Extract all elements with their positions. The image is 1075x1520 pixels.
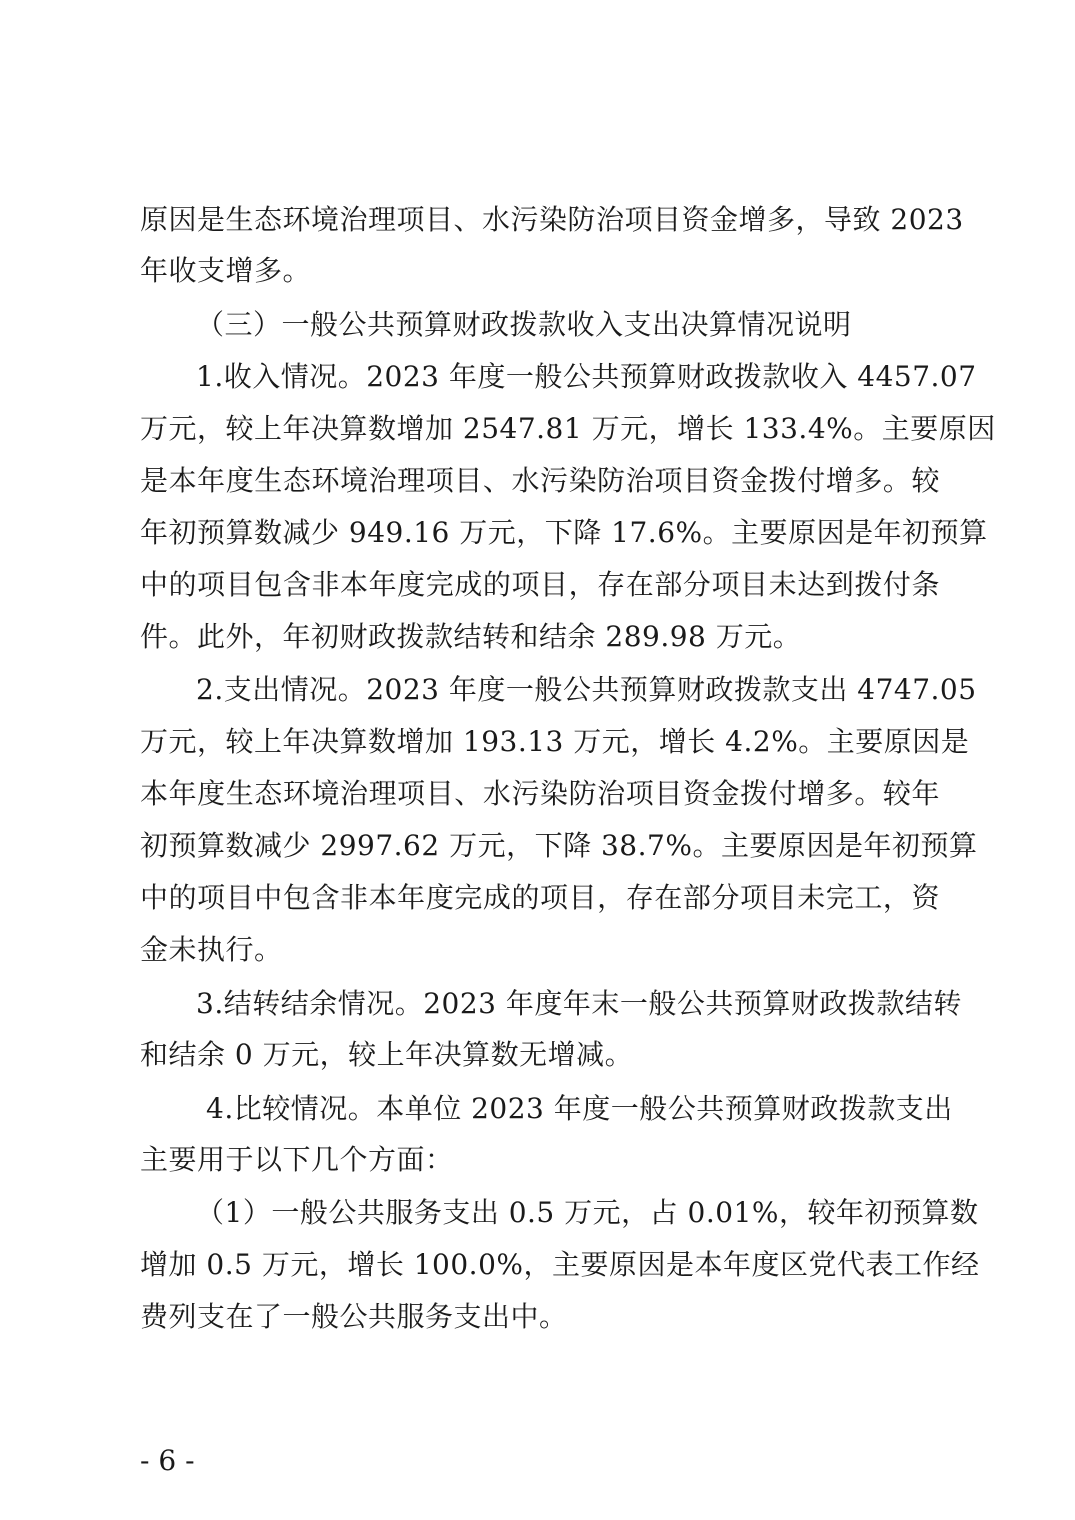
paragraph-line: 原因是生态环境治理项目、水污染防治项目资金增多，导致 2023 bbox=[140, 203, 964, 236]
paragraph-line: 初预算数减少 2997.62 万元，下降 38.7%。主要原因是年初预算 bbox=[140, 829, 978, 862]
paragraph-line: 1.收入情况。2023 年度一般公共预算财政拨款收入 4457.07 bbox=[196, 360, 977, 393]
paragraph-line: 4.比较情况。本单位 2023 年度一般公共预算财政拨款支出 bbox=[206, 1092, 953, 1125]
paragraph-line: 3.结转结余情况。2023 年度年末一般公共预算财政拨款结转 bbox=[196, 987, 962, 1020]
paragraph-line: 2.支出情况。2023 年度一般公共预算财政拨款支出 4747.05 bbox=[196, 673, 977, 706]
paragraph-line: 中的项目中包含非本年度完成的项目，存在部分项目未完工，资 bbox=[140, 881, 940, 914]
paragraph-line: 增加 0.5 万元，增长 100.0%，主要原因是本年度区党代表工作经 bbox=[140, 1248, 980, 1281]
paragraph-line: 万元，较上年决算数增加 193.13 万元，增长 4.2%。主要原因是 bbox=[140, 725, 970, 758]
paragraph-line: （1）一般公共服务支出 0.5 万元，占 0.01%，较年初预算数 bbox=[196, 1196, 979, 1229]
paragraph-line: 本年度生态环境治理项目、水污染防治项目资金拨付增多。较年 bbox=[140, 777, 940, 810]
paragraph-line: 主要用于以下几个方面： bbox=[140, 1143, 454, 1176]
paragraph-line: 和结余 0 万元，较上年决算数无增减。 bbox=[140, 1038, 634, 1071]
paragraph-line: 中的项目包含非本年度完成的项目，存在部分项目未达到拨付条 bbox=[140, 568, 940, 601]
paragraph-line: 费列支在了一般公共服务支出中。 bbox=[140, 1300, 568, 1333]
paragraph-line: 年收支增多。 bbox=[140, 254, 312, 287]
paragraph-line: 件。此外，年初财政拨款结转和结余 289.98 万元。 bbox=[140, 620, 802, 653]
page-number: - 6 - bbox=[140, 1444, 195, 1477]
section-heading: （三）一般公共预算财政拨款收入支出决算情况说明 bbox=[196, 308, 852, 341]
paragraph-line: 是本年度生态环境治理项目、水污染防治项目资金拨付增多。较 bbox=[140, 464, 940, 497]
paragraph-line: 年初预算数减少 949.16 万元，下降 17.6%。主要原因是年初预算 bbox=[140, 516, 988, 549]
paragraph-line: 万元，较上年决算数增加 2547.81 万元，增长 133.4%。主要原因 bbox=[140, 412, 996, 445]
paragraph-line: 金未执行。 bbox=[140, 933, 283, 966]
